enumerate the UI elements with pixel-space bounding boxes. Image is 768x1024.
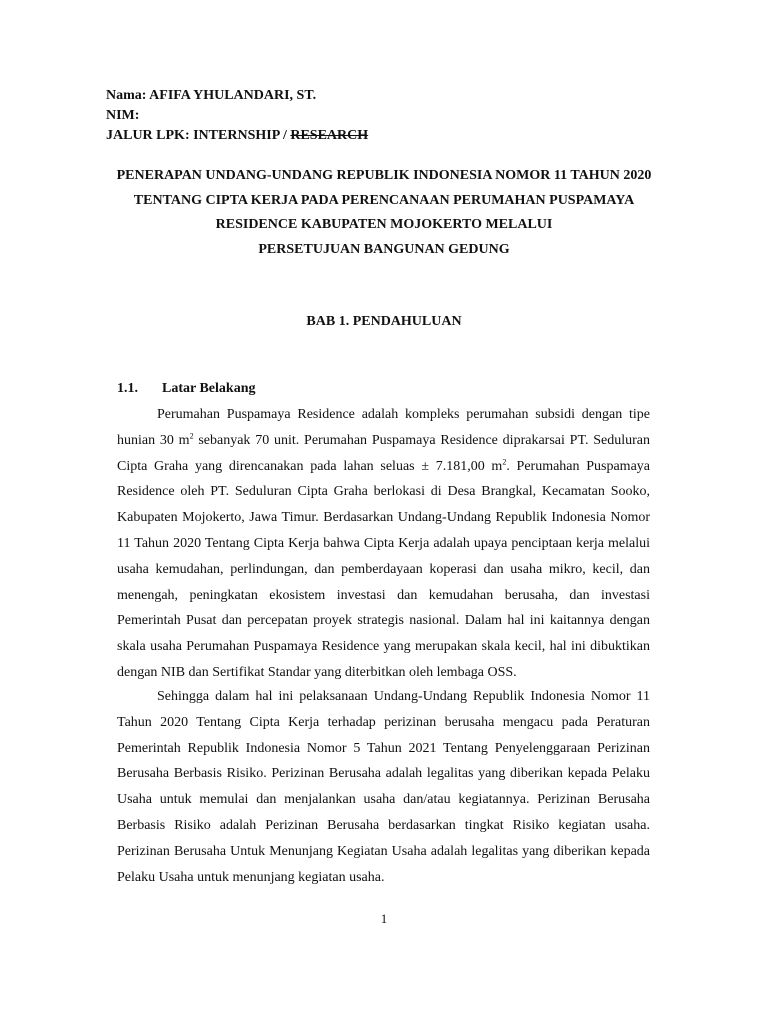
paragraph-1-text-c: . Perumahan Puspamaya Residence oleh PT. Seduluran Cipta Graha berlokasi di Desa Brangkal, Kecamatan Sooko, Kabupaten Mojokerto, Jawa Timur. Berdasarkan Undang-Undang Republik Indonesia Nomor 11 Tahun 2020 Tentang Cipta Kerja bahwa Cipta Kerja adalah upaya penciptaan kerja melalui usaha kemudahan, perlindungan, dan pemberdayaan koperasi dan usaha mikro, kecil, dan menengah, peningkatan ekosistem investasi dan kemudahan berusaha, dan investasi Pemerintah Pusat dan percepatan proyek strategis nasional. Dalam hal ini kaitannya dengan skala usaha Perumahan Puspamaya Residence yang merupakan skala kecil, hal ini dibuktikan dengan NIB dan Sertifikat Standar yang diterbitkan oleh lembaga OSS. <box>117 458 650 680</box>
section-title: Latar Belakang <box>162 381 256 396</box>
chapter-heading: BAB 1. PENDAHULUAN <box>306 314 462 329</box>
track-struck-option: RESEARCH <box>290 128 369 143</box>
document-title <box>96 164 672 262</box>
student-id: NIM: <box>106 108 140 123</box>
title-line-3: RESIDENCE KABUPATEN MOJOKERTO MELALUI <box>215 217 553 232</box>
superscript-2: 2 <box>502 456 507 466</box>
author-header <box>106 86 368 146</box>
paragraph-1-text-b: sebanyak 70 unit. Perumahan Puspamaya Residence diprakarsai PT. Seduluran Cipta Graha yang direncanakan pada lahan seluas ± 7.181,00 m <box>117 432 650 474</box>
page-number: 1 <box>380 911 388 926</box>
title-line-2: TENTANG CIPTA KERJA PADA PERENCANAAN PERUMAHAN PUSPAMAYA <box>133 192 635 208</box>
track-line <box>106 126 368 146</box>
section-heading <box>117 379 255 399</box>
author-name: Nama: AFIFA YHULANDARI, ST. <box>106 88 317 103</box>
title-line-1: PENERAPAN UNDANG-UNDANG REPUBLIK INDONESIA NOMOR 11 TAHUN 2020 <box>116 168 652 183</box>
title-line-4: PERSETUJUAN BANGUNAN GEDUNG <box>258 241 510 257</box>
body-paragraph-1 <box>117 402 650 686</box>
section-number: 1.1. <box>117 381 138 396</box>
body-paragraph-2: Sehingga dalam hal ini pelaksanaan Undang-Undang Republik Indonesia Nomor 11 Tahun 2020 Tentang Cipta Kerja terhadap perizinan berusaha mengacu pada Peraturan Pemerintah Republik Indonesia Nomor 5 Tahun 2021 Tentang Penyelenggaraan Perizinan Berusaha Berbasis Risiko. Perizinan Berusaha adalah legalitas yang diberikan kepada Pelaku Usaha untuk memulai dan menjalankan usaha dan/atau kegiatannya. Perizinan Berusaha Berbasis Risiko adalah Perizinan Berusaha berdasarkan tingkat Risiko kegiatan usaha. Perizinan Berusaha Untuk Menunjang Kegiatan Usaha adalah legalitas yang diberikan kepada Pelaku Usaha untuk menunjang kegiatan usaha. <box>117 689 650 885</box>
paragraph-1-text-a: Perumahan Puspamaya Residence adalah kompleks perumahan subsidi dengan tipe hunian 30 m <box>117 407 650 448</box>
superscript-2: 2 <box>189 431 194 441</box>
track-label: JALUR LPK: INTERNSHIP / <box>106 128 291 143</box>
